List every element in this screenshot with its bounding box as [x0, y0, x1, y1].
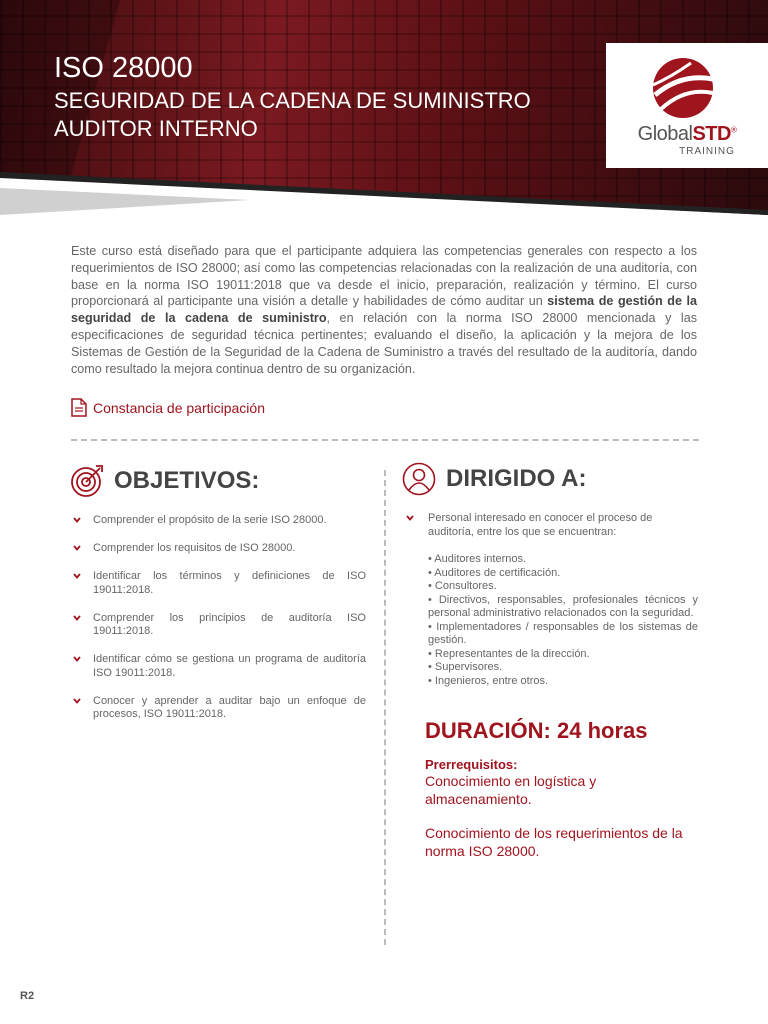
globe-logo-icon [651, 55, 715, 121]
chevron-down-icon [73, 573, 81, 579]
chevron-down-icon [73, 615, 81, 621]
list-item: • Consultores. [428, 580, 497, 592]
course-level: AUDITOR INTERNO [54, 116, 258, 141]
logo-wordmark: GlobalSTD® [637, 123, 737, 145]
audience-list [428, 553, 698, 688]
list-item: Identificar cómo se gestiona un programa de auditoría ISO 19011:2018. [71, 653, 366, 680]
chevron-down-icon [406, 515, 414, 521]
list-item: • Representantes de la dirección. [428, 647, 590, 660]
list-item: • Implementadores / responsables de los sistemas de gestión. [428, 620, 698, 646]
certificate-note [71, 398, 265, 417]
header-banner [0, 0, 768, 215]
course-description: Este curso está diseñado para que el participante adquiera las competencias generales con respecto a los requerimientos de ISO 28000; así como las competencias relacionadas con la realización de una auditoría, con base en la norma ISO 19011:2018 que va desde el inicio, preparación, realización y término. El curso proporcionará al participante una visión a detalle y habilidades de cómo auditar un sistema de gestión de la seguridad de la cadena de suministro, en relación con la norma ISO 28000 mencionada y las especificaciones de seguridad técnica pertinentes; evaluando el diseño, la aplicación y la mejora de los Sistemas de Gestión de la Seguridad de la Cadena de Suministro a través del resultado de la auditoría, dando como resultado la mejora continua dentro de su organización. [71, 244, 697, 376]
column-divider [384, 470, 386, 945]
chevron-down-icon [73, 656, 81, 662]
list-item: • Directivos, responsables, profesionales técnicos y personal administrativo relacionados con la seguridad. [428, 593, 698, 619]
prerequisites-label: Prerrequisitos: [425, 757, 518, 772]
dirigido-intro [404, 512, 698, 539]
list-item: Comprender el propósito de la serie ISO 28000. [71, 514, 366, 528]
list-item: • Auditores de certificación. [428, 566, 561, 579]
list-item: Conocer y aprender a auditar bajo un enfoque de procesos, ISO 19011:2018. [71, 695, 366, 722]
target-icon [70, 464, 104, 498]
dirigido-intro-text: Personal interesado en conocer el proceso de auditoría, entre los que se encuentran: [428, 512, 653, 538]
list-item: • Auditores internos. [428, 553, 527, 565]
objetivos-list [71, 514, 366, 736]
dirigido-title: DIRIGIDO A: [446, 465, 587, 492]
document-icon [71, 398, 87, 417]
chevron-down-icon [73, 545, 81, 551]
person-icon [402, 462, 436, 496]
duration-heading: DURACIÓN: 24 horas [425, 718, 648, 743]
list-item: • Supervisores. [428, 661, 503, 673]
objetivos-heading [70, 464, 259, 498]
objetivos-title: OBJETIVOS: [114, 467, 260, 494]
globalstd-logo [606, 43, 768, 168]
section-divider [71, 439, 699, 441]
logo-tagline: TRAINING [679, 146, 735, 157]
list-item: • Ingenieros, entre otros. [428, 674, 549, 687]
chevron-down-icon [73, 698, 81, 704]
dirigido-heading [402, 462, 586, 496]
page-subtitle: SEGURIDAD DE LA CADENA DE SUMINISTRO [54, 88, 531, 113]
prerequisite-item: Conocimiento en logística y almacenamiento. [425, 773, 597, 807]
prerequisite-item: Conocimiento de los requerimientos de la norma ISO 28000. [425, 825, 683, 859]
page-title: ISO 28000 [54, 52, 193, 84]
list-item: Comprender los principios de auditoría ISO 19011:2018. [71, 612, 366, 639]
certificate-label: Constancia de participación [93, 399, 265, 416]
page-number: R2 [20, 990, 35, 1002]
list-item: Comprender los requisitos de ISO 28000. [71, 542, 366, 556]
list-item: Identificar los términos y definiciones de ISO 19011:2018. [71, 570, 366, 597]
chevron-down-icon [73, 517, 81, 523]
